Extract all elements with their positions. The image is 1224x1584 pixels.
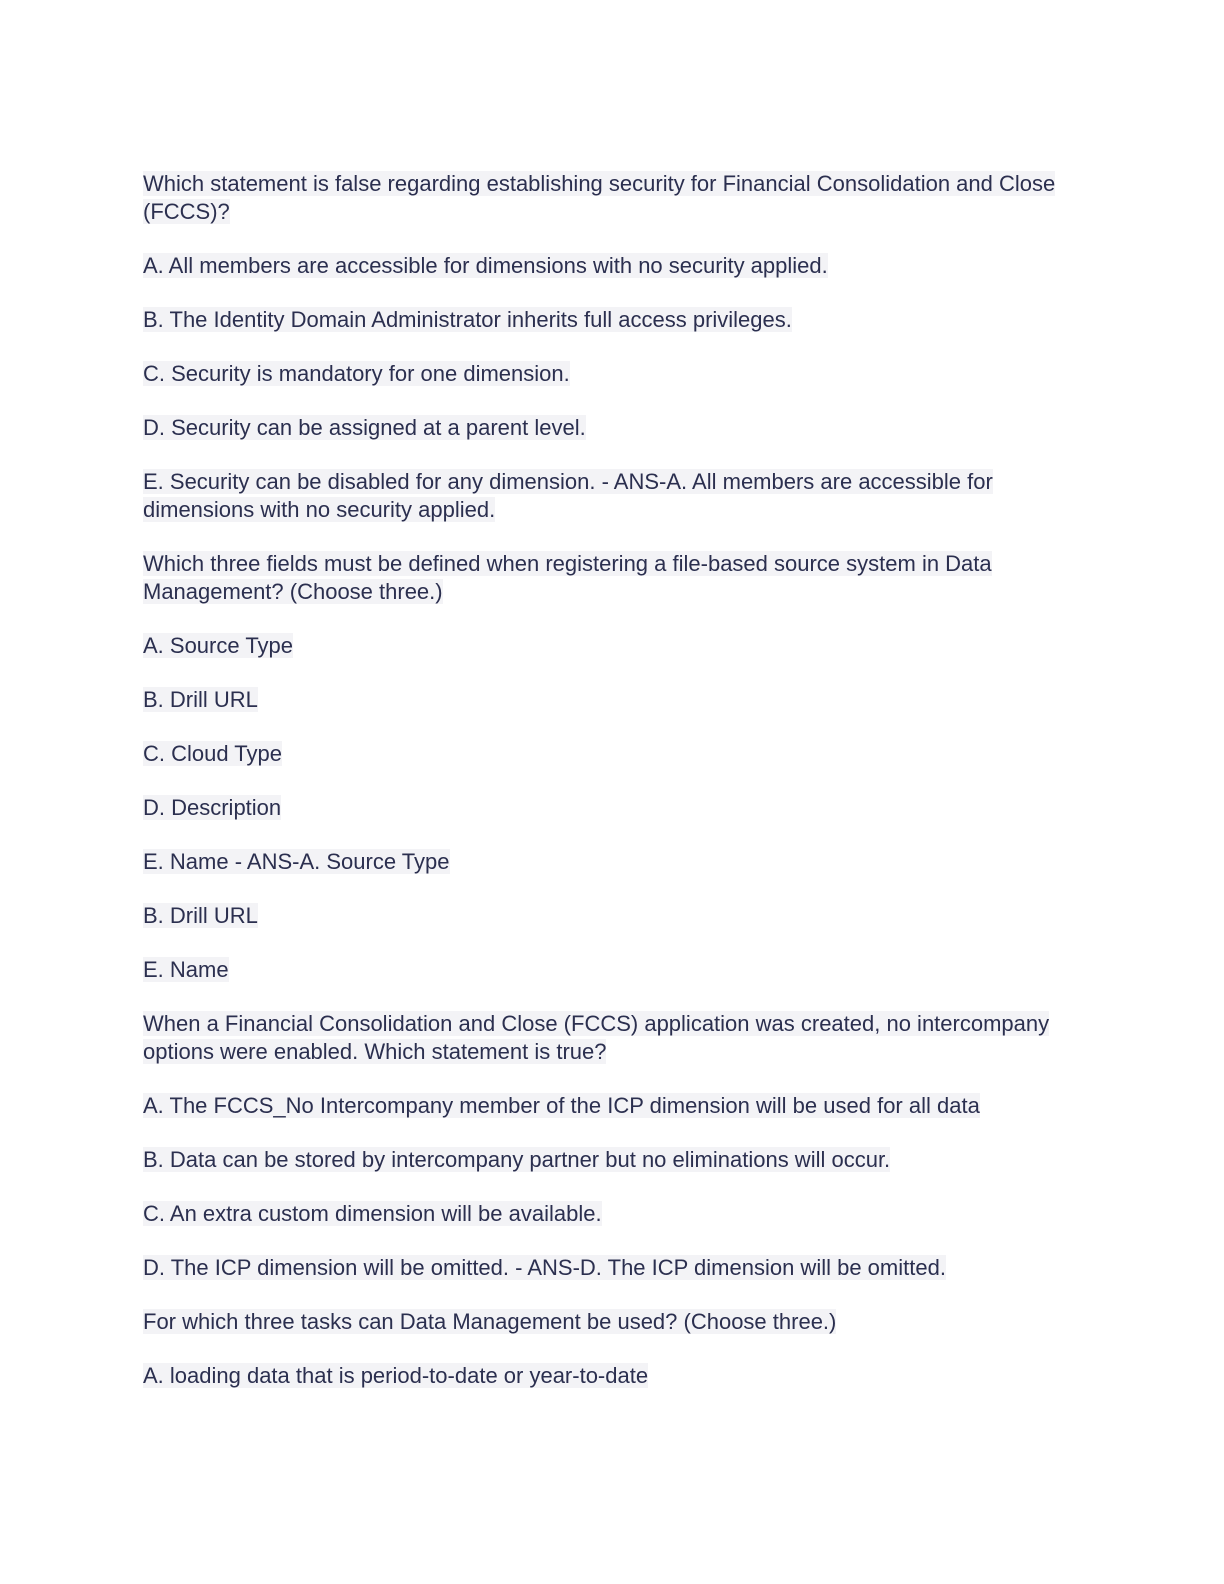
- question-3-text: When a Financial Consolidation and Close (FCCS) application was created, no intercompany options were enabled. Which statement is true?: [143, 1011, 1050, 1064]
- question-1-option-d: D. Security can be assigned at a parent level.: [143, 415, 586, 440]
- question-3-option-d-answer: D. The ICP dimension will be omitted. - ANS-D. The ICP dimension will be omitted.: [143, 1255, 946, 1280]
- question-1-option-c: C. Security is mandatory for one dimension.: [143, 361, 570, 386]
- question-1-option-e-answer: E. Security can be disabled for any dimension. - ANS-A. All members are accessible for dimensions with no security applied.: [143, 469, 993, 522]
- question-1-text: Which statement is false regarding establishing security for Financial Consolidation and Close (FCCS)?: [143, 171, 1056, 224]
- question-4-option-a: A. loading data that is period-to-date or year-to-date: [143, 1363, 649, 1388]
- question-3-option-b: B. Data can be stored by intercompany partner but no eliminations will occur.: [143, 1147, 891, 1172]
- question-3-option-a: A. The FCCS_No Intercompany member of the ICP dimension will be used for all data: [143, 1093, 980, 1118]
- question-2-option-d: D. Description: [143, 795, 282, 820]
- question-3-option-c: C. An extra custom dimension will be available.: [143, 1201, 602, 1226]
- question-1-option-b: B. The Identity Domain Administrator inherits full access privileges.: [143, 307, 792, 332]
- question-2-answer-b: B. Drill URL: [143, 903, 258, 928]
- question-2-option-c: C. Cloud Type: [143, 741, 283, 766]
- question-2-option-b: B. Drill URL: [143, 687, 258, 712]
- question-2-text: Which three fields must be defined when registering a file-based source system in Data Management? (Choose three.): [143, 551, 992, 604]
- question-2-option-a: A. Source Type: [143, 633, 294, 658]
- question-2-option-e-answer: E. Name - ANS-A. Source Type: [143, 849, 450, 874]
- document-page: [143, 170, 1083, 1416]
- question-4-text: For which three tasks can Data Management be used? (Choose three.): [143, 1309, 837, 1334]
- question-1-option-a: A. All members are accessible for dimensions with no security applied.: [143, 253, 828, 278]
- question-2-answer-e: E. Name: [143, 957, 229, 982]
